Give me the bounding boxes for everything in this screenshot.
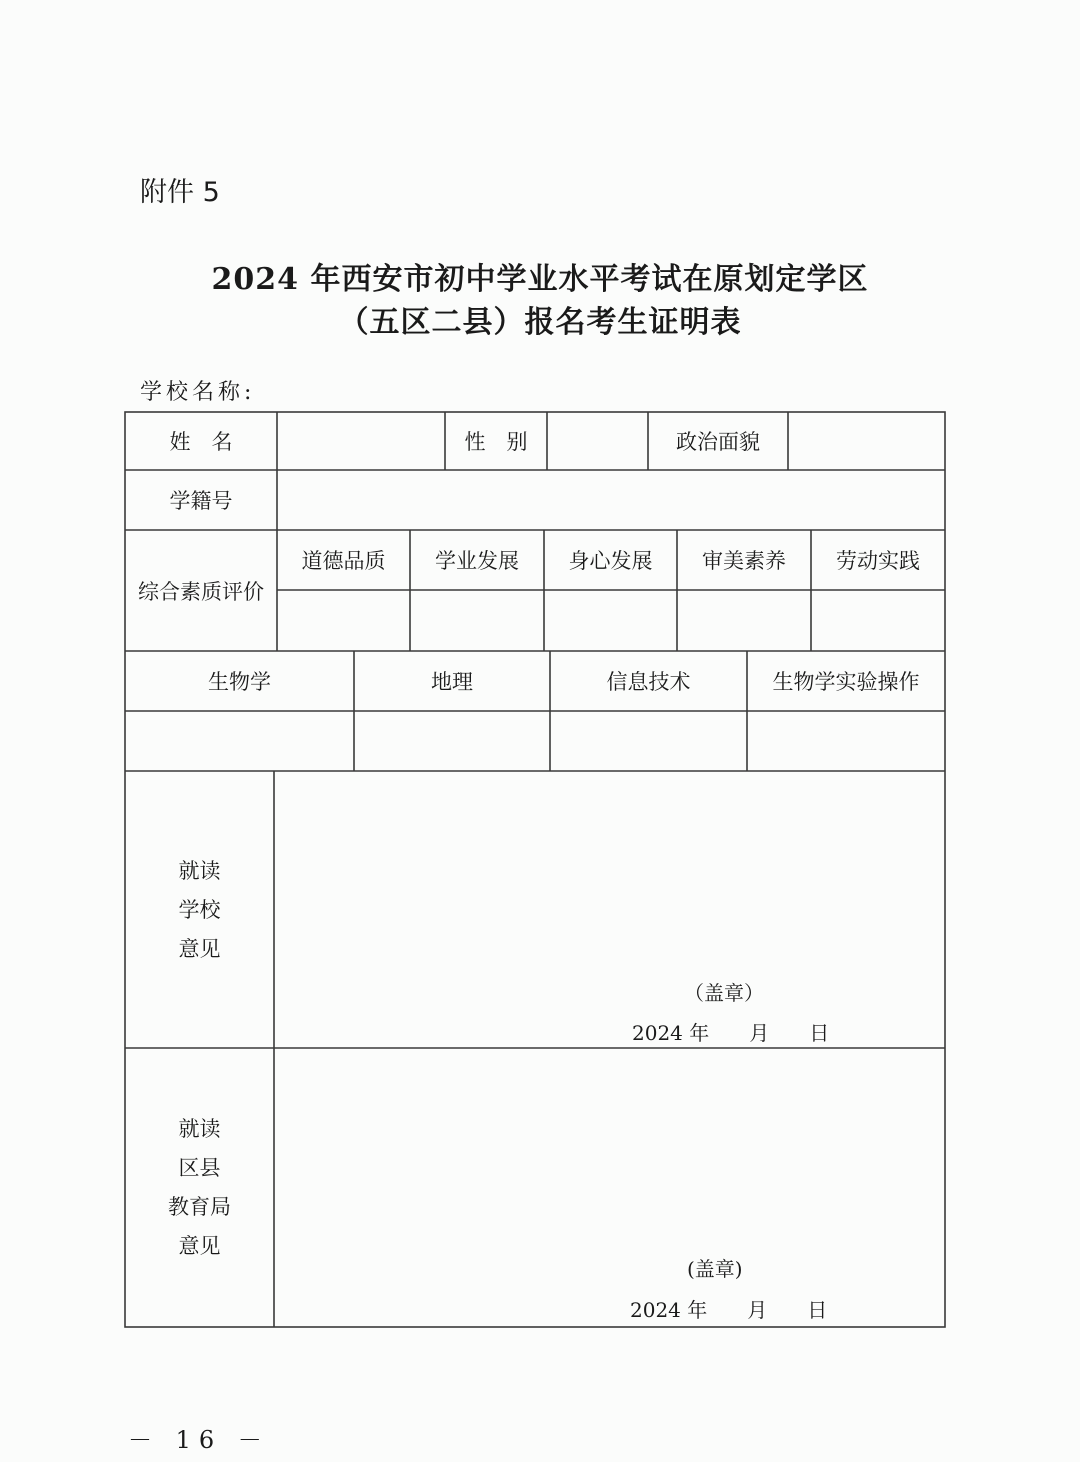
quality-item-labor: 劳动实践 [836, 549, 920, 573]
quality-item-health: 身心发展 [568, 549, 653, 573]
bureau-opinion-label-line: 区县 [178, 1156, 221, 1180]
bureau-opinion-area[interactable] [274, 1048, 945, 1327]
form-title-line2: （五区二县）报名考生证明表 [338, 305, 742, 340]
school-opinion-label-line: 就读 [178, 858, 221, 883]
bureau-opinion-label-line: 教育局 [168, 1195, 231, 1219]
name-input-cell[interactable] [277, 412, 445, 470]
quality-value-cell[interactable] [544, 590, 677, 651]
form-title-line1: 2024 年西安市初中学业水平考试在原划定学区 [211, 262, 869, 297]
subject-geography: 地理 [431, 670, 473, 694]
school-opinion-label [125, 850, 274, 970]
quality-value-cell[interactable] [677, 590, 811, 651]
subject-value-cell[interactable] [354, 711, 550, 771]
bureau-date: 2024 年 月 日 [630, 1298, 828, 1322]
school-seal-label: （盖章） [684, 981, 764, 1005]
political-input-cell[interactable] [788, 412, 945, 470]
quality-value-cell[interactable] [277, 590, 410, 651]
political-label: 政治面貌 [676, 430, 760, 454]
subject-biology-lab: 生物学实验操作 [772, 670, 920, 694]
subject-biology: 生物学 [208, 670, 271, 694]
quality-item-aesthetic: 审美素养 [702, 549, 786, 573]
bureau-opinion-label [125, 1108, 274, 1268]
school-opinion-area[interactable] [274, 771, 945, 1048]
page-number: － 16 － [128, 1426, 270, 1454]
school-name-label: 学校名称: [140, 380, 256, 405]
attachment-label: 附件 5 [140, 177, 220, 208]
quality-value-cell[interactable] [811, 590, 945, 651]
quality-label: 综合素质评价 [138, 579, 264, 604]
student-id-label: 学籍号 [169, 489, 233, 513]
subject-value-cell[interactable] [125, 711, 354, 771]
subject-value-cell[interactable] [550, 711, 747, 771]
gender-label: 性 别 [464, 430, 528, 454]
bureau-opinion-label-line: 就读 [178, 1117, 221, 1141]
name-label: 姓 名 [169, 430, 233, 454]
school-date: 2024 年 月 日 [632, 1021, 830, 1045]
quality-item-academic: 学业发展 [435, 549, 519, 573]
bureau-seal-label: (盖章) [687, 1257, 743, 1281]
school-opinion-label-line: 意见 [178, 936, 221, 961]
subject-value-cell[interactable] [747, 711, 945, 771]
subject-it: 信息技术 [606, 670, 691, 694]
quality-value-cell[interactable] [410, 590, 544, 651]
bureau-opinion-label-line: 意见 [178, 1234, 221, 1258]
student-id-input-cell[interactable] [277, 470, 945, 530]
school-opinion-label-line: 学校 [178, 897, 221, 922]
quality-item-moral: 道德品质 [301, 549, 386, 573]
gender-input-cell[interactable] [547, 412, 648, 470]
